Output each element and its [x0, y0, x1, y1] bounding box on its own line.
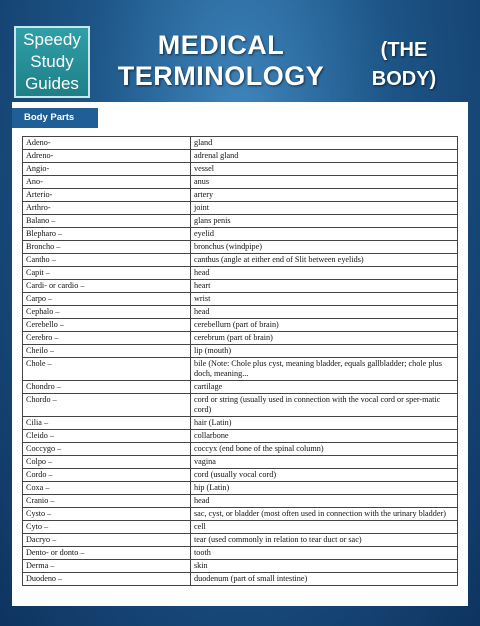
meaning-cell: cell	[191, 521, 458, 534]
header	[0, 0, 480, 100]
meaning-cell: wrist	[191, 293, 458, 306]
meaning-cell: joint	[191, 202, 458, 215]
term-cell: Cleido –	[23, 430, 191, 443]
term-cell: Adeno-	[23, 137, 191, 150]
term-cell: Cardi- or cardio –	[23, 280, 191, 293]
table-row	[23, 137, 458, 150]
term-cell: Cantho –	[23, 254, 191, 267]
logo-line: Speedy	[23, 30, 81, 49]
term-cell: Broncho –	[23, 241, 191, 254]
meaning-cell: lip (mouth)	[191, 345, 458, 358]
term-cell: Dento- or donto –	[23, 547, 191, 560]
meaning-cell: cord (usually vocal cord)	[191, 469, 458, 482]
term-cell: Coxa –	[23, 482, 191, 495]
meaning-cell: head	[191, 267, 458, 280]
table-row	[23, 176, 458, 189]
table-row	[23, 521, 458, 534]
table-row	[23, 456, 458, 469]
table-row	[23, 150, 458, 163]
term-cell: Cerebello –	[23, 319, 191, 332]
logo-line: Guides	[25, 74, 79, 93]
table-row	[23, 482, 458, 495]
table-row	[23, 381, 458, 394]
table-row	[23, 417, 458, 430]
term-cell: Cyto –	[23, 521, 191, 534]
term-cell: Angio-	[23, 163, 191, 176]
term-cell: Cilia –	[23, 417, 191, 430]
term-cell: Cranio –	[23, 495, 191, 508]
subtitle-line: (THE	[380, 39, 428, 61]
table-row	[23, 306, 458, 319]
term-cell: Chole –	[23, 358, 191, 381]
meaning-cell: adrenal gland	[191, 150, 458, 163]
section-tab: Body Parts	[12, 108, 98, 128]
table-row	[23, 280, 458, 293]
meaning-cell: anus	[191, 176, 458, 189]
meaning-cell: gland	[191, 137, 458, 150]
meaning-cell: bile (Note: Chole plus cyst, meaning bladder, equals gallbladder; chole plus doch, meaning...	[191, 358, 458, 381]
term-cell: Colpo –	[23, 456, 191, 469]
table-row	[23, 495, 458, 508]
meaning-cell: tooth	[191, 547, 458, 560]
meaning-cell: collarbone	[191, 430, 458, 443]
term-cell: Coccygo –	[23, 443, 191, 456]
meaning-cell: head	[191, 495, 458, 508]
term-cell: Ano-	[23, 176, 191, 189]
term-cell: Adreno-	[23, 150, 191, 163]
table-row	[23, 163, 458, 176]
table-row	[23, 189, 458, 202]
table-row	[23, 319, 458, 332]
subtitle-line: BODY)	[371, 68, 437, 90]
term-cell: Dacryo –	[23, 534, 191, 547]
term-cell: Duodeno –	[23, 573, 191, 586]
table-row	[23, 547, 458, 560]
table-row	[23, 394, 458, 417]
table-row	[23, 443, 458, 456]
term-cell: Chordo –	[23, 394, 191, 417]
term-cell: Cordo –	[23, 469, 191, 482]
table-row	[23, 358, 458, 381]
meaning-cell: hip (Latin)	[191, 482, 458, 495]
title-line: MEDICAL	[157, 30, 285, 60]
term-cell: Blepharo –	[23, 228, 191, 241]
meaning-cell: vagina	[191, 456, 458, 469]
term-cell: Cheilo –	[23, 345, 191, 358]
meaning-cell: heart	[191, 280, 458, 293]
meaning-cell: duodenum (part of small intestine)	[191, 573, 458, 586]
table-row	[23, 267, 458, 280]
table-row	[23, 228, 458, 241]
meaning-cell: sac, cyst, or bladder (most often used in connection with the urinary bladder)	[191, 508, 458, 521]
meaning-cell: bronchus (windpipe)	[191, 241, 458, 254]
content-panel	[12, 102, 468, 606]
meaning-cell: canthus (angle at either end of Slit between eyelids)	[191, 254, 458, 267]
meaning-cell: hair (Latin)	[191, 417, 458, 430]
table-row	[23, 254, 458, 267]
term-cell: Arthro-	[23, 202, 191, 215]
meaning-cell: coccyx (end bone of the spinal column)	[191, 443, 458, 456]
term-cell: Cysto –	[23, 508, 191, 521]
meaning-cell: glans penis	[191, 215, 458, 228]
term-cell: Derma –	[23, 560, 191, 573]
table-row	[23, 430, 458, 443]
meaning-cell: cerebrum (part of brain)	[191, 332, 458, 345]
table-row	[23, 508, 458, 521]
table-row	[23, 573, 458, 586]
meaning-cell: vessel	[191, 163, 458, 176]
term-cell: Cerebro –	[23, 332, 191, 345]
meaning-cell: eyelid	[191, 228, 458, 241]
meaning-cell: tear (used commonly in relation to tear duct or sac)	[191, 534, 458, 547]
table-row	[23, 560, 458, 573]
table-body	[23, 137, 458, 586]
table-row	[23, 293, 458, 306]
meaning-cell: cord or string (usually used in connection with the vocal cord or sper-matic cord)	[191, 394, 458, 417]
table-row	[23, 215, 458, 228]
logo-line: Study	[30, 52, 74, 71]
meaning-cell: artery	[191, 189, 458, 202]
meaning-cell: skin	[191, 560, 458, 573]
term-cell: Chondro –	[23, 381, 191, 394]
title-line: TERMINOLOGY	[117, 61, 325, 91]
table-row	[23, 469, 458, 482]
table-row	[23, 534, 458, 547]
table-row	[23, 202, 458, 215]
meaning-cell: cartilage	[191, 381, 458, 394]
terminology-table	[22, 136, 458, 586]
table-row	[23, 345, 458, 358]
term-cell: Capit –	[23, 267, 191, 280]
page-subtitle	[352, 36, 456, 94]
page-title	[96, 30, 346, 92]
table-row	[23, 332, 458, 345]
term-cell: Arterio-	[23, 189, 191, 202]
term-cell: Cephalo –	[23, 306, 191, 319]
term-cell: Balano –	[23, 215, 191, 228]
speedy-study-guides-logo	[14, 26, 90, 98]
table-row	[23, 241, 458, 254]
term-cell: Carpo –	[23, 293, 191, 306]
meaning-cell: cerebellurn (part of brain)	[191, 319, 458, 332]
meaning-cell: head	[191, 306, 458, 319]
